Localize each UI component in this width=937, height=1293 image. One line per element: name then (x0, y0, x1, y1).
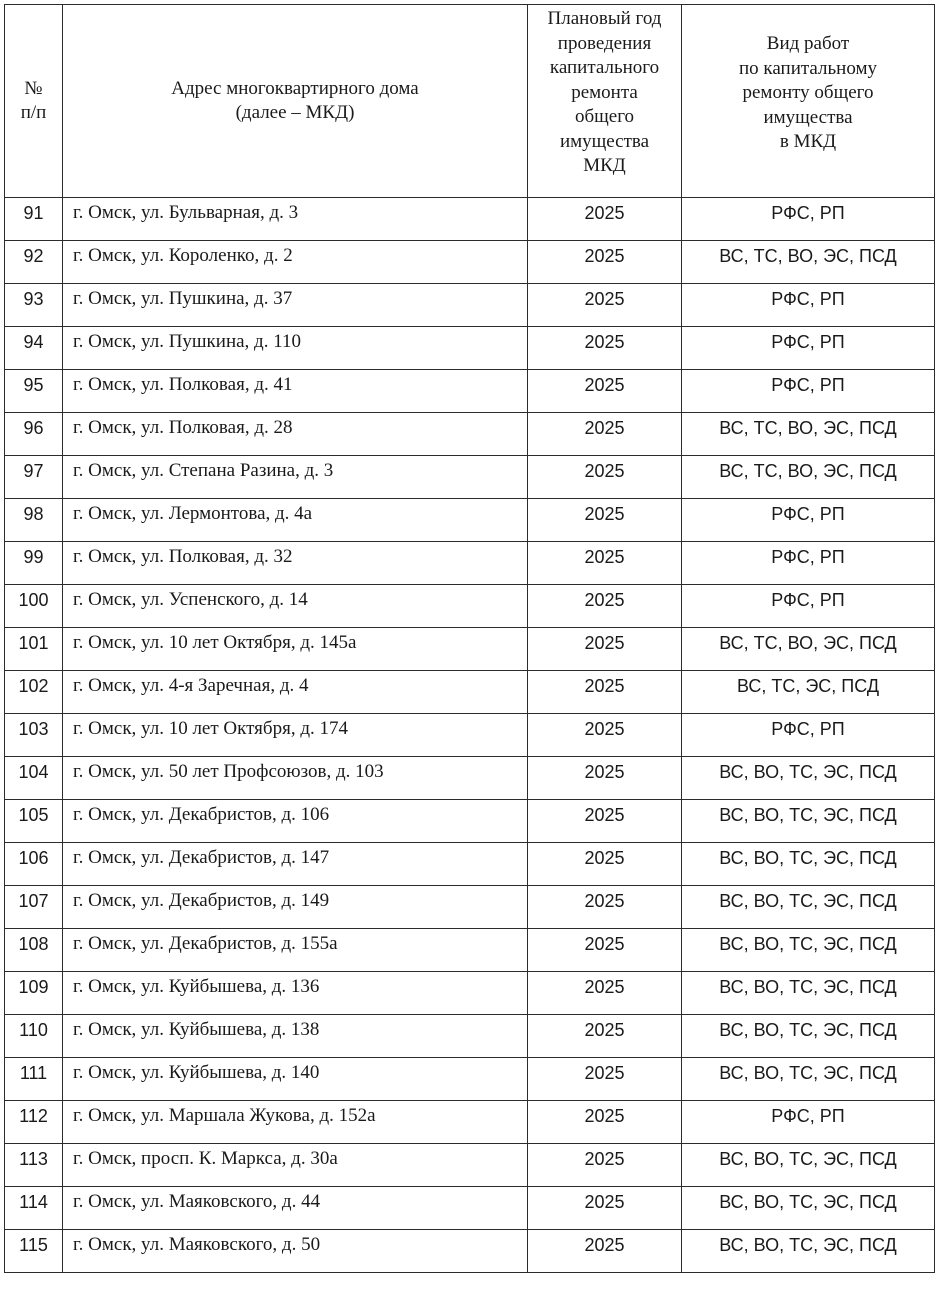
row-work-type: РФС, РП (682, 327, 935, 370)
table-row (5, 370, 935, 413)
row-planned-year: 2025 (528, 585, 682, 628)
row-planned-year: 2025 (528, 886, 682, 929)
row-work-type: РФС, РП (682, 1101, 935, 1144)
table-row (5, 757, 935, 800)
row-work-type: ВС, ВО, ТС, ЭС, ПСД (682, 929, 935, 972)
row-address: г. Омск, ул. Короленко, д. 2 (63, 241, 528, 284)
row-address: г. Омск, ул. Бульварная, д. 3 (63, 198, 528, 241)
row-planned-year: 2025 (528, 628, 682, 671)
row-address: г. Омск, ул. Декабристов, д. 147 (63, 843, 528, 886)
row-planned-year: 2025 (528, 499, 682, 542)
table-row (5, 671, 935, 714)
table-row (5, 542, 935, 585)
row-planned-year: 2025 (528, 456, 682, 499)
header-work-type-text: Вид работ по капитальному ремонту общего имущества в МКД (739, 33, 877, 152)
row-address: г. Омск, ул. Пушкина, д. 110 (63, 327, 528, 370)
table-row (5, 929, 935, 972)
row-address: г. Омск, ул. Куйбышева, д. 138 (63, 1015, 528, 1058)
row-number: 107 (5, 886, 63, 929)
row-address: г. Омск, ул. Полковая, д. 41 (63, 370, 528, 413)
row-number: 108 (5, 929, 63, 972)
header-planned-year-text: Плановый год проведения капитального ремонта общего имущества МКД (547, 8, 662, 176)
row-address: г. Омск, ул. Степана Разина, д. 3 (63, 456, 528, 499)
row-planned-year: 2025 (528, 413, 682, 456)
row-address: г. Омск, ул. Декабристов, д. 155а (63, 929, 528, 972)
row-planned-year: 2025 (528, 1187, 682, 1230)
row-address: г. Омск, ул. 50 лет Профсоюзов, д. 103 (63, 757, 528, 800)
table-row (5, 843, 935, 886)
row-planned-year: 2025 (528, 370, 682, 413)
row-work-type: ВС, ТС, ЭС, ПСД (682, 671, 935, 714)
table-row (5, 800, 935, 843)
table-row (5, 714, 935, 757)
row-number: 114 (5, 1187, 63, 1230)
row-planned-year: 2025 (528, 757, 682, 800)
row-work-type: ВС, ВО, ТС, ЭС, ПСД (682, 972, 935, 1015)
table-row (5, 499, 935, 542)
row-address: г. Омск, ул. Декабристов, д. 106 (63, 800, 528, 843)
table-row (5, 327, 935, 370)
row-address: г. Омск, ул. Маршала Жукова, д. 152а (63, 1101, 528, 1144)
row-number: 99 (5, 542, 63, 585)
row-address: г. Омск, ул. Куйбышева, д. 140 (63, 1058, 528, 1101)
row-work-type: РФС, РП (682, 370, 935, 413)
row-work-type: ВС, ТС, ВО, ЭС, ПСД (682, 628, 935, 671)
row-work-type: ВС, ТС, ВО, ЭС, ПСД (682, 413, 935, 456)
row-number: 105 (5, 800, 63, 843)
row-number: 101 (5, 628, 63, 671)
row-address: г. Омск, ул. 4-я Заречная, д. 4 (63, 671, 528, 714)
header-row (5, 5, 935, 198)
row-address: г. Омск, просп. К. Маркса, д. 30а (63, 1144, 528, 1187)
table-row (5, 241, 935, 284)
row-number: 106 (5, 843, 63, 886)
row-number: 110 (5, 1015, 63, 1058)
row-planned-year: 2025 (528, 284, 682, 327)
row-address: г. Омск, ул. 10 лет Октября, д. 145а (63, 628, 528, 671)
row-number: 104 (5, 757, 63, 800)
row-work-type: ВС, ВО, ТС, ЭС, ПСД (682, 1187, 935, 1230)
row-address: г. Омск, ул. Полковая, д. 28 (63, 413, 528, 456)
row-planned-year: 2025 (528, 1144, 682, 1187)
table-row (5, 886, 935, 929)
row-planned-year: 2025 (528, 671, 682, 714)
header-number: № п/п (5, 5, 63, 198)
row-number: 92 (5, 241, 63, 284)
row-address: г. Омск, ул. Лермонтова, д. 4а (63, 499, 528, 542)
row-work-type: РФС, РП (682, 585, 935, 628)
row-work-type: ВС, ВО, ТС, ЭС, ПСД (682, 1230, 935, 1273)
row-work-type: ВС, ВО, ТС, ЭС, ПСД (682, 1058, 935, 1101)
row-work-type: ВС, ВО, ТС, ЭС, ПСД (682, 1015, 935, 1058)
row-work-type: РФС, РП (682, 714, 935, 757)
row-planned-year: 2025 (528, 929, 682, 972)
row-number: 93 (5, 284, 63, 327)
row-address: г. Омск, ул. 10 лет Октября, д. 174 (63, 714, 528, 757)
row-number: 95 (5, 370, 63, 413)
row-work-type: ВС, ВО, ТС, ЭС, ПСД (682, 757, 935, 800)
row-number: 94 (5, 327, 63, 370)
row-address: г. Омск, ул. Полковая, д. 32 (63, 542, 528, 585)
row-address: г. Омск, ул. Успенского, д. 14 (63, 585, 528, 628)
row-work-type: ВС, ВО, ТС, ЭС, ПСД (682, 886, 935, 929)
row-work-type: РФС, РП (682, 284, 935, 327)
table-row (5, 284, 935, 327)
row-work-type: РФС, РП (682, 542, 935, 585)
row-address: г. Омск, ул. Куйбышева, д. 136 (63, 972, 528, 1015)
row-work-type: ВС, ВО, ТС, ЭС, ПСД (682, 800, 935, 843)
row-number: 100 (5, 585, 63, 628)
row-planned-year: 2025 (528, 972, 682, 1015)
row-planned-year: 2025 (528, 1230, 682, 1273)
row-planned-year: 2025 (528, 800, 682, 843)
table-row (5, 1015, 935, 1058)
header-planned-year (528, 5, 682, 198)
row-number: 91 (5, 198, 63, 241)
row-number: 115 (5, 1230, 63, 1273)
table-row (5, 1058, 935, 1101)
row-planned-year: 2025 (528, 198, 682, 241)
row-number: 103 (5, 714, 63, 757)
table-row (5, 1101, 935, 1144)
table-row (5, 628, 935, 671)
table-row (5, 413, 935, 456)
row-address: г. Омск, ул. Декабристов, д. 149 (63, 886, 528, 929)
row-number: 113 (5, 1144, 63, 1187)
row-planned-year: 2025 (528, 1015, 682, 1058)
row-work-type: ВС, ВО, ТС, ЭС, ПСД (682, 1144, 935, 1187)
row-number: 112 (5, 1101, 63, 1144)
row-planned-year: 2025 (528, 241, 682, 284)
row-work-type: ВС, ТС, ВО, ЭС, ПСД (682, 241, 935, 284)
row-address: г. Омск, ул. Пушкина, д. 37 (63, 284, 528, 327)
row-address: г. Омск, ул. Маяковского, д. 50 (63, 1230, 528, 1273)
row-work-type: РФС, РП (682, 198, 935, 241)
row-number: 98 (5, 499, 63, 542)
header-address: Адрес многоквартирного дома (далее – МКД) (63, 5, 528, 198)
table-row (5, 972, 935, 1015)
row-planned-year: 2025 (528, 1101, 682, 1144)
row-planned-year: 2025 (528, 714, 682, 757)
table-header (5, 5, 935, 198)
header-work-type (682, 5, 935, 198)
row-number: 109 (5, 972, 63, 1015)
repair-plan-table (4, 4, 935, 1273)
row-planned-year: 2025 (528, 1058, 682, 1101)
row-number: 111 (5, 1058, 63, 1101)
table-row (5, 1144, 935, 1187)
row-number: 96 (5, 413, 63, 456)
table-row (5, 456, 935, 499)
row-planned-year: 2025 (528, 327, 682, 370)
row-number: 97 (5, 456, 63, 499)
table-row (5, 198, 935, 241)
table-row (5, 585, 935, 628)
row-work-type: ВС, ВО, ТС, ЭС, ПСД (682, 843, 935, 886)
row-work-type: РФС, РП (682, 499, 935, 542)
table-body (5, 198, 935, 1273)
row-work-type: ВС, ТС, ВО, ЭС, ПСД (682, 456, 935, 499)
table-row (5, 1230, 935, 1273)
row-address: г. Омск, ул. Маяковского, д. 44 (63, 1187, 528, 1230)
row-number: 102 (5, 671, 63, 714)
row-planned-year: 2025 (528, 843, 682, 886)
row-planned-year: 2025 (528, 542, 682, 585)
table-row (5, 1187, 935, 1230)
